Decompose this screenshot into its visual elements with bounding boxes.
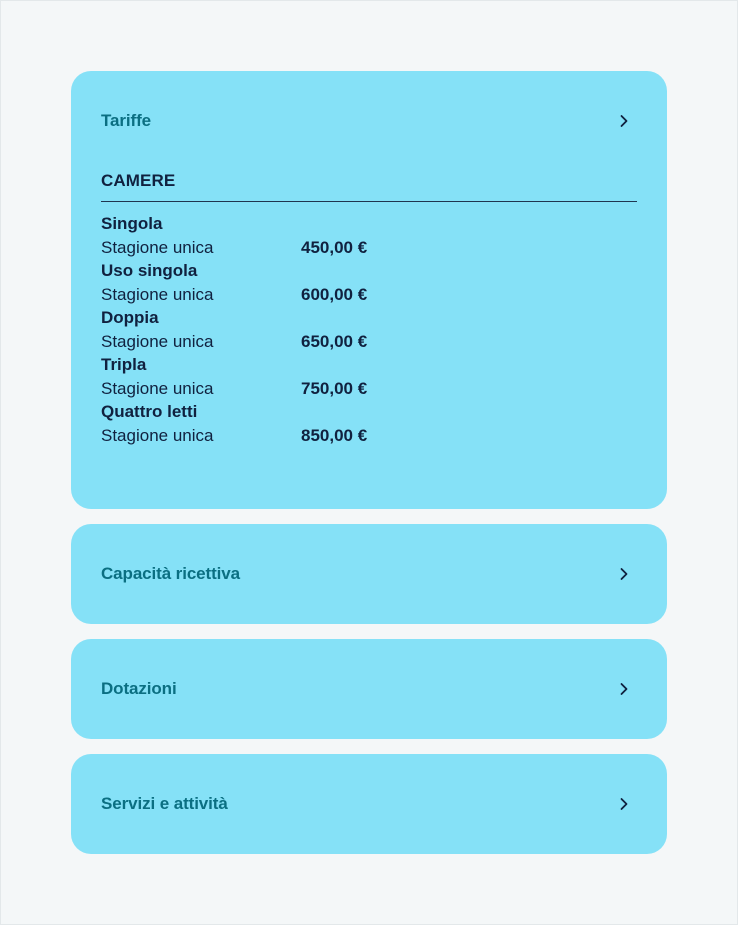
rate-row — [101, 424, 637, 448]
accordion-title: Servizi e attività — [101, 794, 228, 813]
chevron-right-icon — [617, 797, 631, 811]
chevron-right-icon — [617, 682, 631, 696]
room-type: Doppia — [101, 308, 159, 327]
rate-row — [101, 330, 637, 354]
rates-list — [101, 212, 637, 447]
room-type: Uso singola — [101, 261, 198, 280]
accordion-dotazioni — [71, 639, 667, 739]
chevron-right-icon — [617, 567, 631, 581]
section-heading-camere: CAMERE — [101, 171, 637, 202]
price-value: 750,00 € — [301, 378, 368, 398]
accordion-title: Dotazioni — [101, 679, 177, 698]
accordion-title: Tariffe — [101, 111, 151, 130]
accordion-header-capacita-ricettiva[interactable] — [101, 562, 637, 586]
season-label: Stagione unica — [101, 284, 214, 304]
rate-row — [101, 377, 637, 401]
rate-row — [101, 283, 637, 307]
price-value: 650,00 € — [301, 331, 368, 351]
room-type: Quattro letti — [101, 402, 198, 421]
accordion-title: Capacità ricettiva — [101, 564, 240, 583]
accordion-capacita-ricettiva — [71, 524, 667, 624]
price-value: 450,00 € — [301, 237, 368, 257]
price-value: 600,00 € — [301, 284, 368, 304]
room-type: Tripla — [101, 355, 147, 374]
accordion-header-tariffe[interactable] — [101, 109, 637, 133]
rate-row — [101, 236, 637, 260]
price-value: 850,00 € — [301, 425, 368, 445]
season-label: Stagione unica — [101, 378, 214, 398]
accordion-body-tariffe — [101, 171, 637, 447]
accordion-header-dotazioni[interactable] — [101, 677, 637, 701]
accordion-tariffe — [71, 71, 667, 509]
chevron-right-icon — [617, 114, 631, 128]
accordion-header-servizi-e-attivita[interactable] — [101, 792, 637, 816]
room-type: Singola — [101, 214, 163, 233]
season-label: Stagione unica — [101, 331, 214, 351]
accordion-servizi-e-attivita — [71, 754, 667, 854]
season-label: Stagione unica — [101, 425, 214, 445]
season-label: Stagione unica — [101, 237, 214, 257]
